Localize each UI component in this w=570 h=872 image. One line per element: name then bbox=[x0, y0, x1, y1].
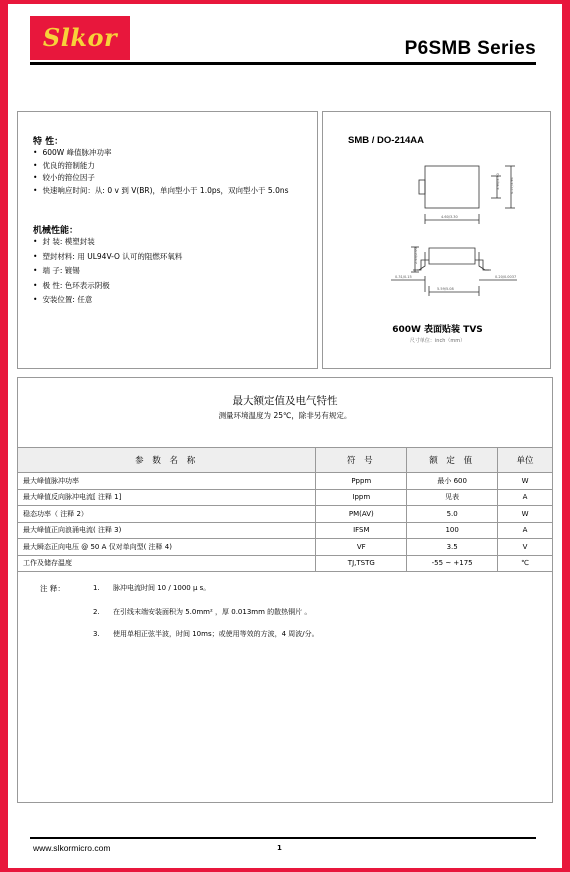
notes-label: 注 释： bbox=[40, 584, 65, 593]
column-header: 单位 bbox=[498, 448, 553, 473]
param-name: 稳态功率（ 注释 2） bbox=[18, 506, 316, 523]
svg-text:0.20/0.0037: 0.20/0.0037 bbox=[495, 275, 517, 279]
param-value: 3.5 bbox=[407, 539, 498, 556]
svg-text:3.94/3.30: 3.94/3.30 bbox=[496, 173, 500, 190]
param-symbol: PM(AV) bbox=[316, 506, 407, 523]
param-value: 见表 bbox=[407, 489, 498, 506]
param-unit: W bbox=[498, 506, 553, 523]
note-number: 3. bbox=[93, 630, 100, 638]
param-unit: W bbox=[498, 473, 553, 490]
column-header: 额 定 值 bbox=[407, 448, 498, 473]
svg-text:5.59/5.08: 5.59/5.08 bbox=[437, 287, 454, 291]
ratings-table bbox=[17, 447, 553, 572]
mechanical-item: • 塑封材料: 用 UL94V-O 认可的阻燃环氧料 bbox=[33, 250, 182, 265]
ratings-panel bbox=[17, 377, 553, 803]
feature-item: • 优良的箝制能力 bbox=[33, 160, 289, 173]
note-number: 1. bbox=[93, 584, 100, 592]
features-panel bbox=[17, 111, 318, 369]
feature-item: • 600W 峰值脉冲功率 bbox=[33, 147, 289, 160]
param-name: 最大瞬态正向电压 @ 50 A 仅对单向型( 注释 4) bbox=[18, 539, 316, 556]
feature-item: • 较小的箝位因子 bbox=[33, 172, 289, 185]
mechanical-item: • 极 性: 色环表示阴极 bbox=[33, 279, 182, 294]
param-name: 最大峰值正向浪涌电流( 注释 3) bbox=[18, 522, 316, 539]
column-header: 符 号 bbox=[316, 448, 407, 473]
param-symbol: TJ,TSTG bbox=[316, 555, 407, 572]
mechanical-item: • 安装位置: 任意 bbox=[33, 293, 182, 308]
param-symbol: VF bbox=[316, 539, 407, 556]
note-number: 2. bbox=[93, 608, 100, 616]
package-outline-drawing bbox=[333, 152, 543, 317]
table-row bbox=[18, 522, 553, 539]
note-item bbox=[93, 629, 319, 639]
features-list bbox=[33, 147, 289, 197]
param-unit: A bbox=[498, 522, 553, 539]
package-caption: 600W 表面贴装 TVS bbox=[392, 325, 483, 335]
note-item bbox=[93, 583, 210, 593]
mechanical-item: • 端 子: 镀锡 bbox=[33, 264, 182, 279]
svg-text:0.31/0.15: 0.31/0.15 bbox=[395, 275, 412, 279]
package-panel bbox=[322, 111, 551, 369]
table-row bbox=[18, 506, 553, 523]
package-unit-note: 尺寸单位：inch（mm） bbox=[409, 338, 466, 344]
param-unit: ℃ bbox=[498, 555, 553, 572]
svg-text:4.57/3.94: 4.57/3.94 bbox=[510, 177, 514, 194]
param-symbol: Pppm bbox=[316, 473, 407, 490]
column-header: 参 数 名 称 bbox=[18, 448, 316, 473]
mechanical-item: • 封 装: 模塑封装 bbox=[33, 235, 182, 250]
header-divider bbox=[30, 62, 536, 65]
ratings-subtitle: 测量环境温度为 25℃，除非另有规定。 bbox=[218, 411, 352, 420]
slkor-logo: Slkor bbox=[30, 16, 130, 60]
table-header-row bbox=[18, 448, 553, 473]
mechanical-list bbox=[33, 235, 182, 308]
note-text: 脉冲电流时间 10 / 1000 μ s。 bbox=[113, 584, 211, 592]
param-unit: V bbox=[498, 539, 553, 556]
param-name: 最大峰值脉冲功率 bbox=[18, 473, 316, 490]
datasheet-page bbox=[8, 4, 562, 868]
footer-divider bbox=[30, 837, 536, 839]
param-unit: A bbox=[498, 489, 553, 506]
ratings-title: 最大额定值及电气特性 bbox=[232, 395, 338, 407]
table-row bbox=[18, 539, 553, 556]
note-text: 使用单相正弦半波，时间 10ms；或使用等效的方波，4 周波/分。 bbox=[113, 630, 319, 638]
feature-item: • 快速响应时间：从: 0 v 到 V(BR)，单向型小于 1.0ps，双向型小于 5.0ns bbox=[33, 185, 289, 198]
page-number: 1 bbox=[277, 844, 282, 852]
param-symbol: Ippm bbox=[316, 489, 407, 506]
svg-text:4.60/3.30: 4.60/3.30 bbox=[441, 215, 458, 219]
param-name: 最大峰值反向脉冲电流[ 注释 1] bbox=[18, 489, 316, 506]
param-value: -55 ~ +175 bbox=[407, 555, 498, 572]
series-title: P6SMB Series bbox=[404, 38, 536, 59]
param-symbol: IFSM bbox=[316, 522, 407, 539]
param-value: 5.0 bbox=[407, 506, 498, 523]
note-text: 在引线末端安装面积为 5.0mm² ，厚 0.013mm 的散热铜片 。 bbox=[113, 608, 312, 616]
note-item bbox=[93, 607, 311, 617]
table-row bbox=[18, 473, 553, 490]
table-row bbox=[18, 489, 553, 506]
footer-website-link[interactable]: www.slkormicro.com bbox=[33, 843, 111, 853]
param-value: 最小 600 bbox=[407, 473, 498, 490]
table-row bbox=[18, 555, 553, 572]
features-heading: 特 性： bbox=[33, 137, 64, 147]
package-title: SMB / DO-214AA bbox=[348, 135, 425, 146]
svg-text:2.44/2.00: 2.44/2.00 bbox=[414, 247, 418, 264]
param-name: 工作及储存温度 bbox=[18, 555, 316, 572]
mechanical-heading: 机械性能： bbox=[33, 226, 79, 236]
param-value: 100 bbox=[407, 522, 498, 539]
